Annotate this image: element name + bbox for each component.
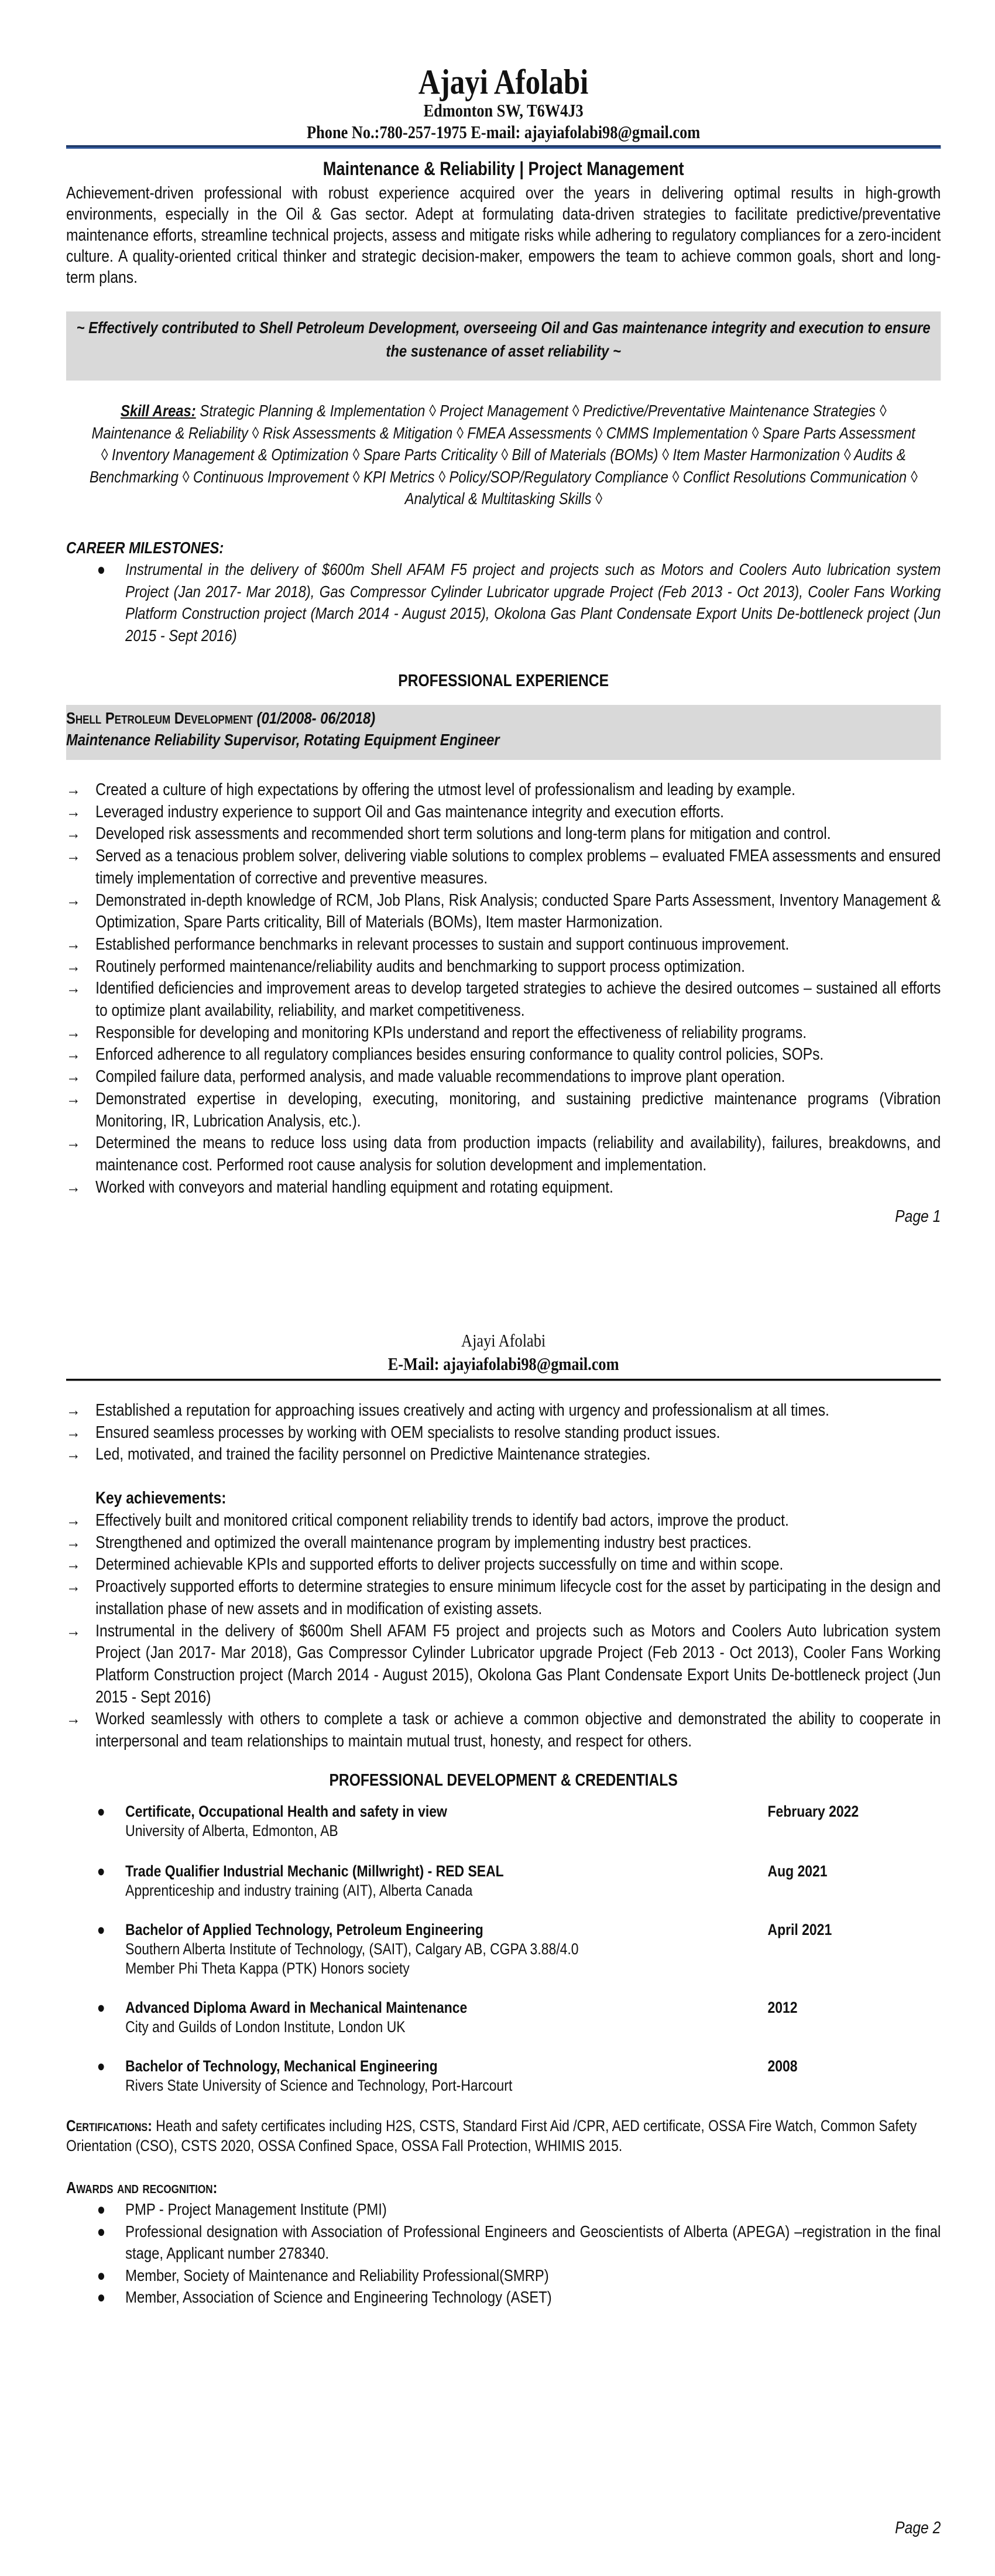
candidate-name: Ajayi Afolabi [418, 63, 589, 101]
summary: Achievement-driven professional with robust experience acquired over the years in delivering optimal results in high-growth environments, especially in the Oil & Gas sector. Adept at formulating data-driven strategies to facilitate predictive/preventative maintenance efforts, streamline technical projects, assess and mitigate risks while adhering to regulatory compliances for a zero-incident culture. A quality-oriented critical thinker and strategic decision-maker, empowers the team to achieve common goals, short and long-term plans. [66, 184, 941, 287]
credential-title: Certificate, Occupational Health and safety in view [125, 1803, 447, 1820]
list-item-text: Enforced adherence to all regulatory compliances besides ensuring conformance to quality control policies, SOPs. [95, 1045, 824, 1064]
achievement-item [66, 1708, 941, 1752]
list-item-text: Developed risk assessments and recommended short term solutions and long-term plans for mitigation and control. [95, 824, 831, 844]
list-item-text: Worked seamlessly with others to complete a task or achieve a common objective and demonstrated the ability to cooperate in interpersonal and team relationships to maintain mutual trust, honesty, and respect for others. [95, 1710, 941, 1751]
achievement-item [66, 1554, 941, 1576]
arrow-icon: → [66, 1023, 81, 1042]
award-item [66, 2221, 941, 2265]
arrow-icon: → [66, 1089, 81, 1108]
career-item: ● Instrumental in the delivery of $600m Shell AFAM F5 project and projects such as Motors and Coolers Auto lubrication system Project (Jan 2017- Mar 2018), Gas Compressor Cylinder Lubricator upgrade Project (Feb 2013 - Oct 2013), Cooler Fans Working Platform Construction project (March 2014 - August 2015), Okolona Gas Plant Condensate Export Units De-bottleneck project (Jun 2015 - Sept 2016) [66, 559, 941, 646]
awards-heading: Awards and recognition: [66, 2178, 218, 2197]
credential-detail: University of Alberta, Edmonton, AB [125, 1822, 338, 1839]
career-list [66, 559, 941, 646]
bullet-icon: ● [97, 1803, 105, 1820]
credentials-heading: PROFESSIONAL DEVELOPMENT & CREDENTIALS [329, 1771, 678, 1790]
arrow-icon: → [66, 934, 81, 954]
job-header [66, 705, 941, 760]
achievements-bullets [66, 1510, 941, 1753]
bullet-icon: ● [97, 1862, 105, 1880]
experience-item [66, 1022, 941, 1044]
arrow-icon: → [66, 1533, 81, 1552]
arrow-icon: → [66, 1555, 81, 1574]
experience-item [66, 1132, 941, 1176]
contact-line: Phone No.:780-257-1975 E-mail: ajayiafolabi98@gmail.com [307, 122, 701, 142]
arrow-icon: → [66, 780, 81, 799]
headline: Maintenance & Reliability | Project Management [322, 158, 684, 179]
skills-label: Skill Areas: [120, 402, 196, 420]
credential-date: 2012 [767, 1999, 798, 2016]
achievement-item [66, 1510, 941, 1532]
award-item [66, 2286, 941, 2308]
credential-detail: Apprenticeship and industry training (AIT), Alberta Canada [125, 1882, 473, 1899]
award-item [66, 2265, 941, 2287]
credential-date: February 2022 [767, 1803, 859, 1820]
list-item-text: Determined achievable KPIs and supported efforts to deliver projects successfully on time and within scope. [95, 1555, 784, 1574]
list-item-text: Instrumental in the delivery of $600m Shell AFAM F5 project and projects such as Motors and Coolers Auto lubrication system Project (Jan 2017- Mar 2018), Gas Compressor Cylinder Lubricator upgrade Project (Feb 2013 - Oct 2013), Cooler Fans Working Platform Construction project (March 2014 - August 2015), Okolona Gas Plant Condensate Export Units De-bottleneck project (Jun 2015 - Sept 2016) [95, 1621, 941, 1707]
credential-title: Bachelor of Applied Technology, Petroleum Engineering [125, 1921, 483, 1938]
arrow-icon: → [66, 1577, 81, 1597]
list-item-text: Responsible for developing and monitoring KPIs understand and report the effectiveness of reliability programs. [95, 1023, 807, 1042]
credential-title: Advanced Diploma Award in Mechanical Maintenance [125, 1999, 468, 2016]
experience-item [66, 978, 941, 1022]
list-item-text: Proactively supported efforts to determine strategies to ensure minimum lifecycle cost for the asset by participating in the design and installation phase of new assets and in modification of existing assets. [95, 1577, 941, 1618]
credential-title: Bachelor of Technology, Mechanical Engineering [125, 2057, 438, 2075]
page2-divider [66, 1379, 941, 1381]
experience-item [66, 1088, 941, 1132]
arrow-icon: → [66, 1133, 81, 1153]
list-item-text: Demonstrated in-depth knowledge of RCM, Job Plans, Risk Analysis; conducted Spare Parts Assessment, Inventory Management & Optimization, Spare Parts criticality, Bill of Materials (BOMs), Item master Harmonization. [95, 890, 941, 932]
page2-email: E-Mail: ajayiafolabi98@gmail.com [387, 1354, 619, 1374]
bullet-icon: ● [97, 2288, 106, 2306]
credential-detail: City and Guilds of London Institute, London UK [125, 2018, 406, 2036]
achievement-item [66, 1621, 941, 1709]
credential-detail: Member Phi Theta Kappa (PTK) Honors society [125, 1960, 410, 1977]
list-item-text: Leveraged industry experience to support Oil and Gas maintenance integrity and execution efforts. [95, 802, 724, 821]
list-item-text: PMP - Project Management Institute (PMI) [125, 2200, 387, 2218]
page-number: Page 1 [895, 1207, 941, 1226]
job-role: Maintenance Reliability Supervisor, Rotating Equipment Engineer [66, 731, 500, 749]
experience-item [66, 956, 941, 978]
arrow-icon: → [66, 1445, 81, 1464]
credential-detail: Southern Alberta Institute of Technology, (SAIT), Calgary AB, CGPA 3.88/4.0 [125, 1940, 579, 1958]
arrow-icon: → [66, 824, 81, 844]
bullet-icon: ● [97, 2222, 106, 2241]
list-item-text: Member, Society of Maintenance and Reliability Professional(SMRP) [125, 2266, 549, 2284]
list-item-text: Created a culture of high expectations by offering the utmost level of professionalism and leading by example. [95, 780, 795, 799]
arrow-icon: → [66, 1423, 81, 1442]
page2-bullets [66, 1400, 941, 1466]
address: Edmonton SW, T6W4J3 [423, 100, 584, 121]
experience-item [66, 1444, 941, 1466]
arrow-icon: → [66, 1045, 81, 1064]
list-item-text: Strengthened and optimized the overall maintenance program by implementing industry best practices. [95, 1533, 752, 1552]
arrow-icon: → [66, 847, 81, 866]
bullet-icon: ● [97, 2266, 106, 2284]
certifications-label: Certifications: [66, 2117, 152, 2135]
bullet-icon: ● [97, 560, 106, 578]
achievements-heading: Key achievements: [95, 1489, 227, 1508]
award-item [66, 2198, 941, 2221]
credential-date: April 2021 [767, 1921, 832, 1938]
list-item-text: Established performance benchmarks in relevant processes to sustain and support continuous improvement. [95, 934, 790, 954]
list-item-text: Ensured seamless processes by working with OEM specialists to resolve standing product issues. [95, 1423, 720, 1442]
list-item-text: Effectively built and monitored critical component reliability trends to identify bad actors, improve the product. [95, 1511, 789, 1530]
experience-item [66, 1400, 941, 1422]
skills-list: Strategic Planning & Implementation ◊ Project Management ◊ Predictive/Preventative Maintenance Strategies ◊ Maintenance & Reliability ◊ Risk Assessments & Mitigation ◊ FMEA Assessments ◊ CMMS Implementation ◊ Spare Parts Assessment ◊ Inventory Management & Optimization ◊ Spare Parts Criticality ◊ Bill of Materials (BOMs) ◊ Item Master Harmonization ◊ Audits & Benchmarking ◊ Continuous Improvement ◊ KPI Metrics ◊ Policy/SOP/Regulatory Compliance ◊ Conflict Resolutions Communication ◊ Analytical & Multitasking Skills ◊ [89, 402, 918, 508]
list-item-text: Routinely performed maintenance/reliability audits and benchmarking to support process optimization. [95, 957, 745, 976]
resume-document [66, 0, 941, 2576]
experience-item [66, 1422, 941, 1444]
credential-title: Trade Qualifier Industrial Mechanic (Millwright) - RED SEAL [125, 1862, 504, 1880]
experience-item [66, 890, 941, 934]
experience-item [66, 1177, 941, 1199]
arrow-icon: → [66, 1710, 81, 1729]
list-item-text: Served as a tenacious problem solver, delivering viable solutions to complex problems – evaluated FMEA assessments and ensured timely implementation of corrective and preventive measures. [95, 847, 941, 888]
list-item-text: Member, Association of Science and Engineering Technology (ASET) [125, 2288, 552, 2306]
credential-detail: Rivers State University of Science and Technology, Port-Harcourt [125, 2077, 513, 2094]
list-item-text: Compiled failure data, performed analysis, and made valuable recommendations to improve plant operation. [95, 1067, 785, 1087]
header-divider [66, 145, 941, 149]
page2-name: Ajayi Afolabi [461, 1330, 546, 1351]
list-item-text: Worked with conveyors and material handling equipment and rotating equipment. [95, 1177, 613, 1197]
experience-item [66, 801, 941, 824]
arrow-icon: → [66, 890, 81, 910]
experience-item [66, 1044, 941, 1066]
experience-item [66, 1066, 941, 1088]
arrow-icon: → [66, 1401, 81, 1420]
certifications [66, 2116, 941, 2156]
arrow-icon: → [66, 979, 81, 998]
arrow-icon: → [66, 1511, 81, 1530]
list-item-text: Demonstrated expertise in developing, executing, monitoring, and sustaining predictive maintenance programs (Vibration Monitoring, IR, Lubrication Analysis, etc.). [95, 1089, 941, 1131]
job-period: (01/2008- 06/2018) [256, 709, 376, 727]
certifications-text: Heath and safety certificates including H2S, CSTS, Standard First Aid /CPR, AED certificate, OSSA Fire Watch, Common Safety Orientation (CSO), CSTS 2020, OSSA Confined Space, OSSA Fall Protection, WHIMIS 2015. [66, 2117, 917, 2154]
awards-list [66, 2198, 941, 2308]
bullet-icon: ● [97, 2057, 105, 2075]
career-heading: CAREER MILESTONES: [66, 539, 224, 557]
arrow-icon: → [66, 802, 81, 821]
list-item-text: Led, motivated, and trained the facility personnel on Predictive Maintenance strategies. [95, 1445, 651, 1464]
company-name: Shell Petroleum Development [66, 709, 253, 727]
achievement-item [66, 1576, 941, 1620]
bullet-icon: ● [97, 1999, 105, 2016]
arrow-icon: → [66, 1177, 81, 1197]
experience-bullets [66, 779, 941, 1198]
experience-heading: PROFESSIONAL EXPERIENCE [398, 672, 609, 690]
list-item-text: Identified deficiencies and improvement areas to develop targeted strategies to achieve the desired outcomes – sustained all efforts to optimize plant availability, reliability, and market competitiveness. [95, 979, 941, 1020]
credential-date: Aug 2021 [767, 1862, 828, 1880]
page-number: Page 2 [895, 2519, 941, 2537]
credential-date: 2008 [767, 2057, 798, 2075]
experience-item [66, 779, 941, 801]
arrow-icon: → [66, 1621, 81, 1640]
experience-item [66, 823, 941, 845]
bullet-icon: ● [97, 2200, 106, 2218]
arrow-icon: → [66, 1067, 81, 1087]
arrow-icon: → [66, 957, 81, 976]
list-item-text: Professional designation with Association of Professional Engineers and Geoscientists of Alberta (APEGA) –registration in the final stage, Applicant number 278340. [125, 2222, 941, 2262]
experience-item [66, 934, 941, 956]
skill-areas [88, 400, 918, 510]
list-item-text: Determined the means to reduce loss using data from production impacts (reliability and availability), failures, breakdowns, and maintenance cost. Performed root cause analysis for solution development and implementation. [95, 1133, 941, 1174]
tagline-box [66, 311, 941, 381]
list-item-text: Established a reputation for approaching issues creatively and acting with urgency and professionalism at all times. [95, 1401, 829, 1420]
tagline: ~ Effectively contributed to Shell Petroleum Development, overseeing Oil and Gas maintenance integrity and execution to ensure the sustenance of asset reliability ~ [76, 318, 931, 360]
bullet-icon: ● [97, 1921, 105, 1938]
experience-item [66, 845, 941, 889]
achievement-item [66, 1532, 941, 1554]
